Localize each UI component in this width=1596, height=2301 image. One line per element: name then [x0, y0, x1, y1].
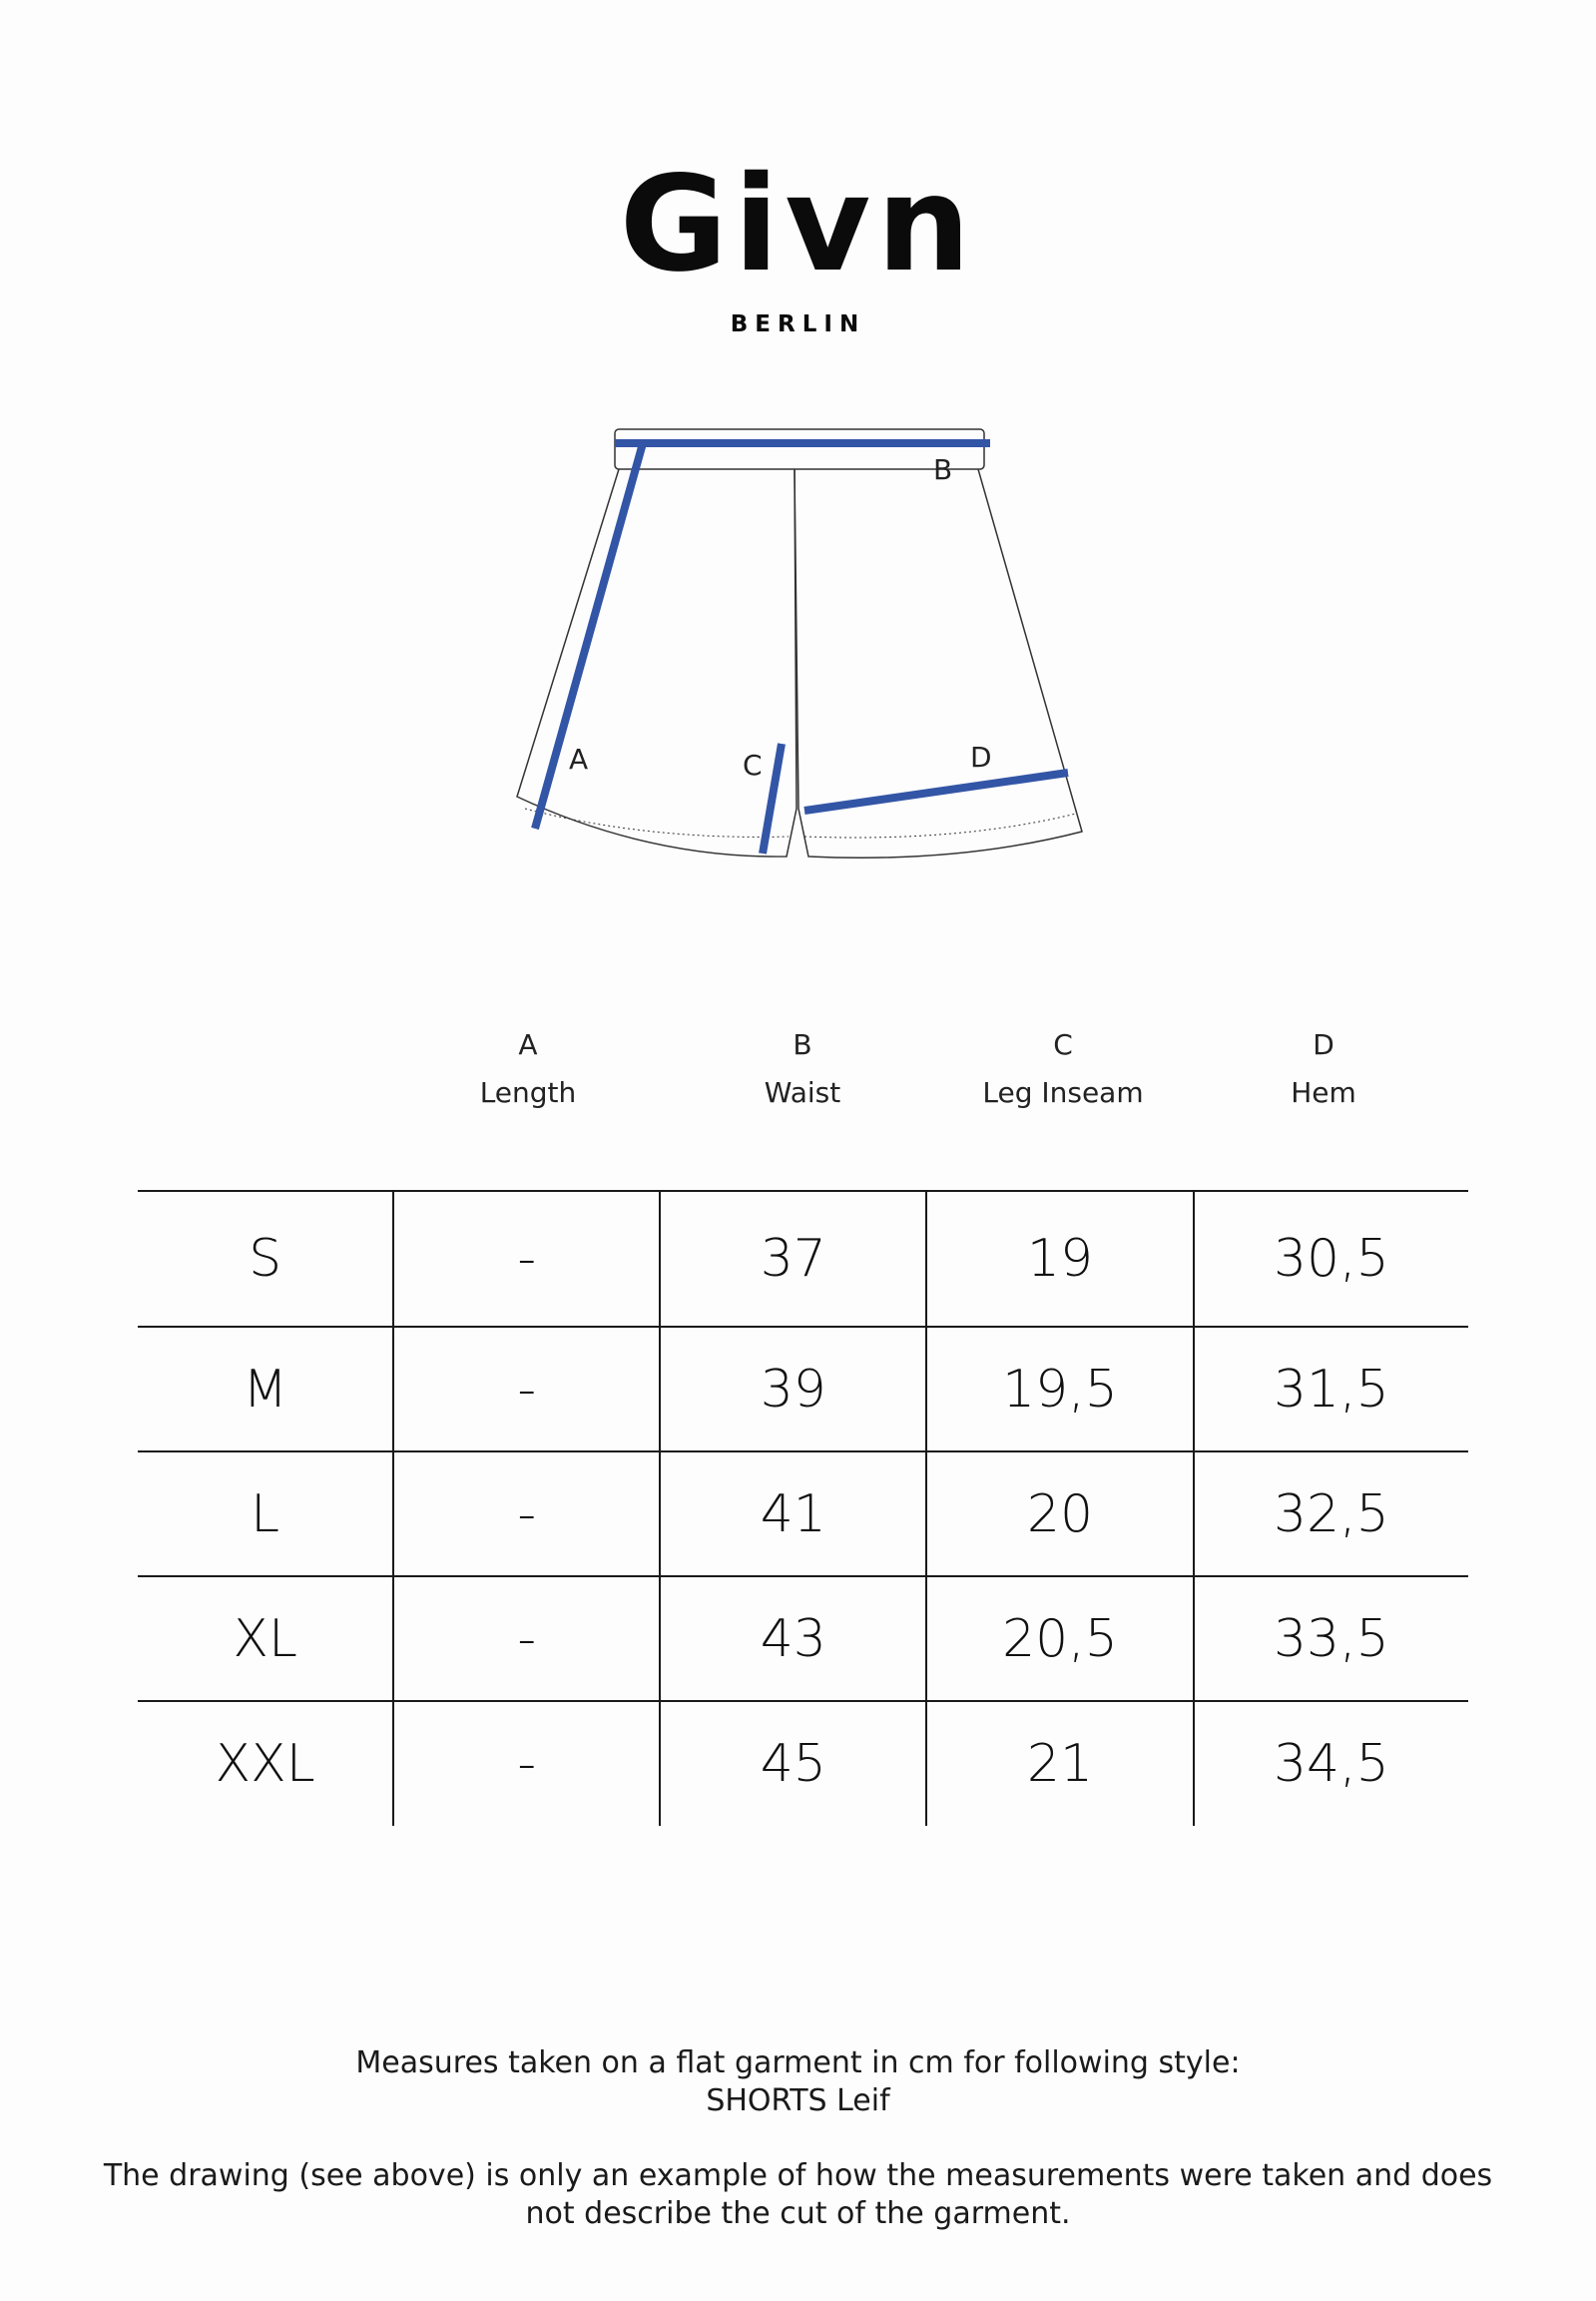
table-row	[138, 1576, 1468, 1701]
drawing-disclaimer	[0, 2157, 1596, 2233]
brand-logo	[0, 150, 1596, 337]
column-code: D	[1313, 1028, 1334, 1061]
disclaimer-line: The drawing (see above) is only an example of how the measurements were taken and does	[103, 2158, 1493, 2193]
column-header-d	[1204, 1023, 1443, 1119]
right-leg	[795, 469, 1082, 858]
hem-cell: 30,5	[1194, 1191, 1468, 1327]
column-header-b	[683, 1023, 922, 1119]
waist-cell: 45	[660, 1701, 926, 1826]
column-label: Hem	[1291, 1076, 1356, 1109]
size-cell: XXL	[138, 1701, 393, 1826]
waist-cell: 39	[660, 1327, 926, 1451]
measurement-note	[0, 2044, 1596, 2120]
table-row	[138, 1701, 1468, 1826]
hem-cell: 31,5	[1194, 1327, 1468, 1451]
column-code: B	[793, 1028, 812, 1061]
drawing-label-a: A	[569, 743, 589, 776]
inseam-cell: 19,5	[926, 1327, 1193, 1451]
length-cell: -	[393, 1191, 660, 1327]
length-cell: -	[393, 1327, 660, 1451]
waist-cell: 43	[660, 1576, 926, 1701]
length-cell: -	[393, 1701, 660, 1826]
drawing-label-d: D	[970, 741, 992, 774]
brand-subtitle: BERLIN	[730, 311, 866, 337]
inseam-cell: 20	[926, 1451, 1193, 1576]
left-hem-stitch	[525, 809, 789, 837]
brand-name: Givn	[619, 148, 977, 301]
size-cell: XL	[138, 1576, 393, 1701]
inseam-cell: 21	[926, 1701, 1193, 1826]
hem-cell: 32,5	[1194, 1451, 1468, 1576]
table-row	[138, 1451, 1468, 1576]
column-code: C	[1053, 1028, 1073, 1061]
drawing-label-c: C	[743, 749, 763, 782]
right-hem-stitch	[804, 814, 1076, 838]
measurement-note-line: Measures taken on a flat garment in cm for following style:	[355, 2045, 1241, 2080]
table-row	[138, 1191, 1468, 1327]
waist-cell: 41	[660, 1451, 926, 1576]
size-cell: M	[138, 1327, 393, 1451]
waist-cell: 37	[660, 1191, 926, 1327]
measure-line-d	[804, 773, 1068, 811]
table-row	[138, 1327, 1468, 1451]
shorts-outline	[517, 429, 1082, 858]
size-cell: L	[138, 1451, 393, 1576]
column-headers	[0, 1023, 1596, 1123]
column-label: Length	[479, 1076, 577, 1109]
column-header-a	[408, 1023, 648, 1119]
hem-cell: 33,5	[1194, 1576, 1468, 1701]
left-leg	[517, 469, 797, 857]
inseam-cell: 20,5	[926, 1576, 1193, 1701]
size-cell: S	[138, 1191, 393, 1327]
measure-line-a	[535, 443, 643, 829]
hem-cell: 34,5	[1194, 1701, 1468, 1826]
column-code: A	[518, 1028, 538, 1061]
column-header-c	[943, 1023, 1183, 1119]
inseam-cell: 19	[926, 1191, 1193, 1327]
waistband	[615, 429, 984, 469]
style-name: SHORTS Leif	[706, 2083, 890, 2118]
length-cell: -	[393, 1451, 660, 1576]
shorts-measurement-drawing	[499, 409, 1098, 888]
length-cell: -	[393, 1576, 660, 1701]
column-label: Waist	[764, 1076, 841, 1109]
drawing-label-b: B	[933, 453, 953, 486]
column-label: Leg Inseam	[982, 1076, 1144, 1109]
size-table	[138, 1190, 1468, 1826]
disclaimer-line: not describe the cut of the garment.	[525, 2196, 1071, 2231]
